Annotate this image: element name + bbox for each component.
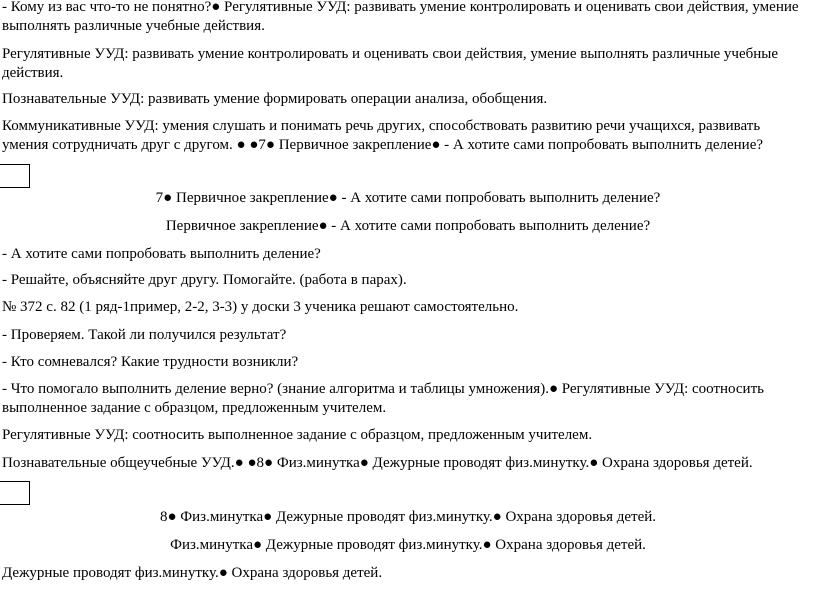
paragraph-exercise-372: № 372 с. 82 (1 ряд-1пример, 2-2, 3-3) у доски 3 ученика решают самостоятельно. — [2, 299, 519, 315]
paragraph-intro: - Кому из вас что-то не понятно?● Регулятивные УУД: развивать умение контролировать и оценивать свои действия, умение выполнять различные учебные действия. — [2, 0, 799, 34]
paragraph-difficulties: - Кто сомневался? Какие трудности возникли? — [2, 354, 299, 370]
paragraph-what-helped: - Что помогало выполнить деление верно? (знание алгоритма и таблицы умножения).● Регулятивные УУД: соотносить выполненное задание с образцом, предложенным учителем. — [2, 381, 764, 416]
empty-table-cell — [0, 481, 30, 505]
paragraph-regulatory-1: Регулятивные УУД: развивать умение контролировать и оценивать свои действия, умение выполнять различные учебные действия. — [2, 46, 779, 81]
paragraph-regulatory-2: Регулятивные УУД: соотносить выполненное задание с образцом, предложенным учителем. — [2, 427, 593, 443]
subheading-phys-minute: Физ.минутка● Дежурные проводят физ.минутку.● Охрана здоровья детей. — [170, 537, 646, 553]
paragraph-communicative: Коммуникативные УУД: умения слушать и понимать речь других, способствовать развитию речи учащихся, развивать умения сотрудничать друг с другом. ● ●7● Первичное закрепление● - А хотите сами попробовать выполнить деление? — [2, 118, 764, 153]
subheading-primary-consolidation: Первичное закрепление● - А хотите сами попробовать выполнить деление? — [165, 218, 651, 234]
heading-step-8: 8● Физ.минутка● Дежурные проводят физ.минутку.● Охрана здоровья детей. — [159, 509, 657, 525]
empty-table-cell — [0, 164, 30, 188]
paragraph-check-result: - Проверяем. Такой ли получился результат? — [2, 327, 287, 343]
paragraph-duty-students: Дежурные проводят физ.минутку.● Охрана здоровья детей. — [2, 565, 383, 581]
paragraph-pair-work: - Решайте, объясняйте друг другу. Помогайте. (работа в парах). — [2, 272, 407, 288]
paragraph-cognitive-general: Познавательные общеучебные УУД.● ●8● Физ.минутка● Дежурные проводят физ.минутку.● Охрана здоровья детей. — [2, 455, 753, 471]
heading-step-7: 7● Первичное закрепление● - А хотите сами попробовать выполнить деление? — [155, 190, 661, 206]
paragraph-cognitive-1: Познавательные УУД: развивать умение формировать операции анализа, обобщения. — [2, 91, 548, 107]
paragraph-question-division: - А хотите сами попробовать выполнить деление? — [2, 246, 321, 262]
